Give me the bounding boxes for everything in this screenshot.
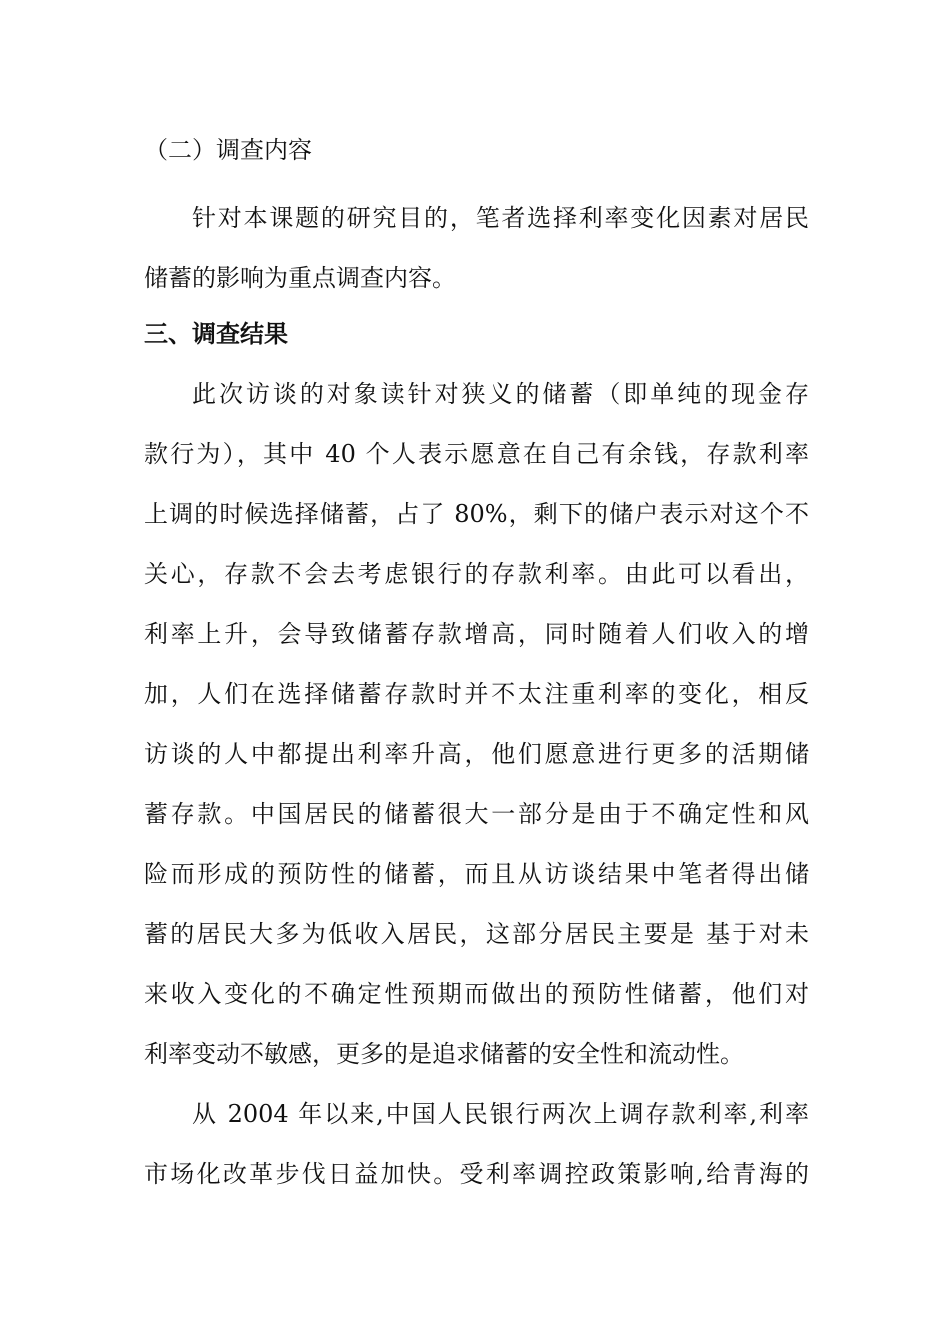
text-line: 蓄存款。中国居民的储蓄很大一部分是由于不确定性和风 <box>144 800 809 828</box>
text-line: 利率变动不敏感，更多的是追求储蓄的安全性和流动性。 <box>144 1040 744 1068</box>
text-line: 市场化改革步伐日益加快。受利率调控政策影响,给青海的 <box>144 1160 809 1188</box>
text-line: 加，人们在选择储蓄存款时并不太注重利率的变化，相反 <box>144 680 809 708</box>
text-line: 针对本课题的研究目的，笔者选择利率变化因素对居民 <box>192 204 809 232</box>
text-line: 上调的时候选择储蓄，占了 80%，剩下的储户表示对这个不 <box>144 500 809 528</box>
text-line: 访谈的人中都提出利率升高，他们愿意进行更多的活期储 <box>144 740 809 768</box>
text-line: 储蓄的影响为重点调查内容。 <box>144 264 456 292</box>
text-line: 从 2004 年以来,中国人民银行两次上调存款利率,利率 <box>192 1100 809 1128</box>
text-line: 险而形成的预防性的储蓄，而且从访谈结果中笔者得出储 <box>144 860 809 888</box>
survey-content-paragraph <box>144 188 809 308</box>
text-line: 关心，存款不会去考虑银行的存款利率。由此可以看出， <box>144 560 809 588</box>
survey-content-subheading: （二）调查内容 <box>144 136 312 164</box>
text-line: 来收入变化的不确定性预期而做出的预防性储蓄，他们对 <box>144 980 809 1008</box>
text-line: 利率上升，会导致储蓄存款增高，同时随着人们收入的增 <box>144 620 809 648</box>
survey-results-paragraph <box>144 364 809 1084</box>
text-line: 蓄的居民大多为低收入居民，这部分居民主要是 基于对未 <box>144 920 809 948</box>
text-line: 此次访谈的对象读针对狭义的储蓄（即单纯的现金存 <box>192 380 809 408</box>
document-body <box>144 130 809 1204</box>
survey-results-heading: 三、调查结果 <box>144 320 288 348</box>
interest-rate-paragraph <box>144 1084 809 1204</box>
text-line: 款行为），其中 40 个人表示愿意在自己有余钱，存款利率 <box>144 440 809 468</box>
